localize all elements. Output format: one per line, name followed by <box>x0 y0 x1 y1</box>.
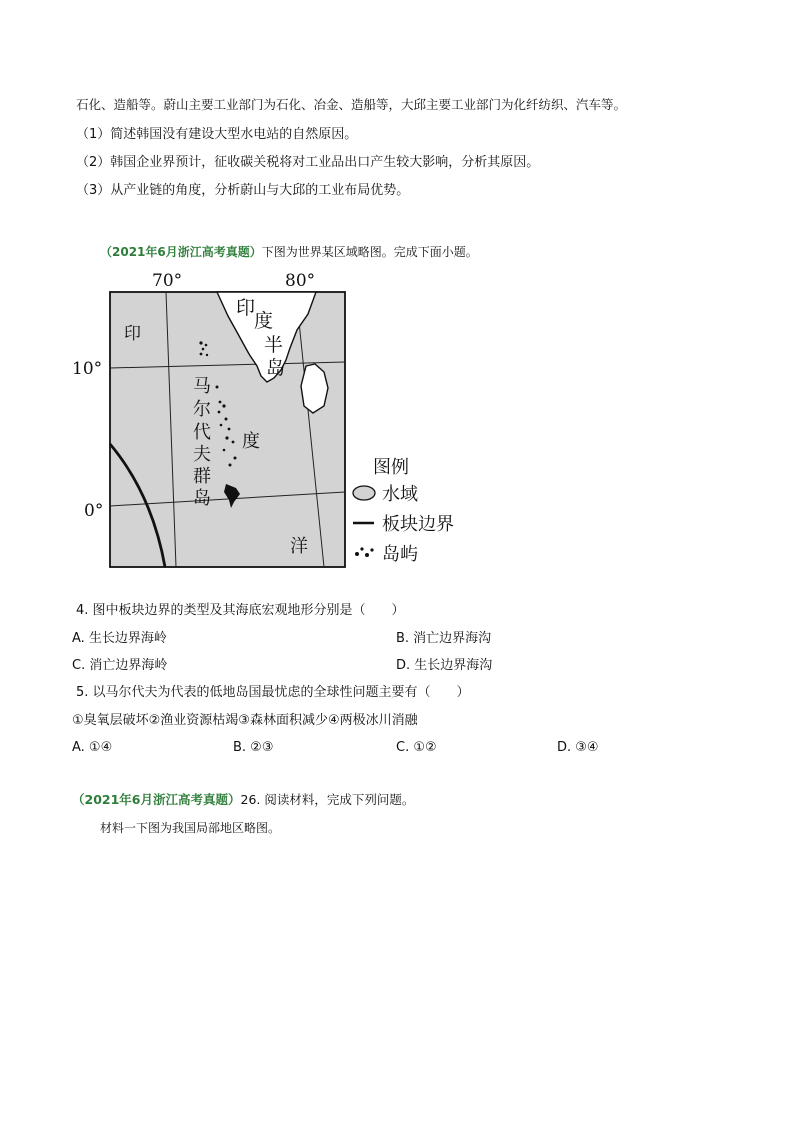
legend-water-label: 水域 <box>382 484 418 505</box>
legend-water-icon <box>353 486 375 500</box>
prev-question-1: （1）简述韩国没有建设大型水电站的自然原因。 <box>76 127 358 142</box>
q4-option-d[interactable]: D. 生长边界海沟 <box>396 658 493 673</box>
label-du: 度 <box>242 431 260 452</box>
svg-text:半: 半 <box>264 334 284 356</box>
svg-text:群: 群 <box>193 466 211 487</box>
q4-option-b[interactable]: B. 消亡边界海沟 <box>396 631 492 646</box>
q5-option-b[interactable]: B. ②③ <box>233 740 274 755</box>
q4-stem: 4. 图中板块边界的类型及其海底宏观地形分别是（ ） <box>76 603 405 618</box>
lon-label-80: 80° <box>285 271 316 291</box>
svg-text:岛: 岛 <box>193 488 211 509</box>
section2-intro: 26. 阅读材料，完成下列问题。 <box>240 792 415 807</box>
prev-material-line: 石化、造船等。蔚山主要工业部门为石化、冶金、造船等，大邱主要工业部门为化纤纺织、汽车等。 <box>76 97 627 112</box>
q4-option-a[interactable]: A. 生长边界海岭 <box>72 631 167 646</box>
legend-boundary-label: 板块边界 <box>382 514 454 535</box>
label-yin: 印 <box>124 324 141 344</box>
section1-intro: 下图为世界某区域略图。完成下面小题。 <box>261 245 478 259</box>
svg-text:夫: 夫 <box>193 444 211 465</box>
svg-text:马: 马 <box>193 376 211 397</box>
map-legend <box>353 457 454 565</box>
lon-label-70: 70° <box>152 271 183 291</box>
q5-option-c[interactable]: C. ①② <box>396 740 437 755</box>
svg-text:岛: 岛 <box>266 357 286 379</box>
lat-label-0: 0° <box>84 501 104 521</box>
sri-lanka <box>301 364 328 413</box>
legend-title: 图例 <box>373 457 409 478</box>
section2-material: 材料一下图为我国局部地区略图。 <box>100 821 281 835</box>
q4-option-c[interactable]: C. 消亡边界海岭 <box>72 658 168 673</box>
svg-text:代: 代 <box>193 422 211 443</box>
source-tag-2: （2021年6月浙江高考真题） <box>72 792 241 807</box>
legend-island-icon <box>355 547 374 557</box>
svg-text:度: 度 <box>254 310 274 332</box>
source-tag: （2021年6月浙江高考真题） <box>100 245 262 259</box>
label-maldives <box>193 376 211 509</box>
svg-text:印: 印 <box>236 297 256 319</box>
q5-stem: 5. 以马尔代夫为代表的低地岛国最忧虑的全球性问题主要有（ ） <box>76 685 470 700</box>
label-yang: 洋 <box>290 536 308 557</box>
legend-island-label: 岛屿 <box>382 544 418 565</box>
q5-option-d[interactable]: D. ③④ <box>557 740 599 755</box>
q5-option-a[interactable]: A. ①④ <box>72 740 113 755</box>
section2-header <box>72 792 414 808</box>
prev-question-3: （3）从产业链的角度，分析蔚山与大邱的工业布局优势。 <box>76 183 410 198</box>
region-map <box>70 262 490 572</box>
lat-label-10: 10° <box>72 359 103 379</box>
svg-text:尔: 尔 <box>193 399 211 420</box>
prev-question-2: （2）韩国企业界预计，征收碳关税将对工业品出口产生较大影响，分析其原因。 <box>76 155 540 170</box>
q5-items: ①臭氧层破坏②渔业资源枯竭③森林面积减少④两极冰川消融 <box>72 713 418 728</box>
section1-header <box>100 244 478 260</box>
